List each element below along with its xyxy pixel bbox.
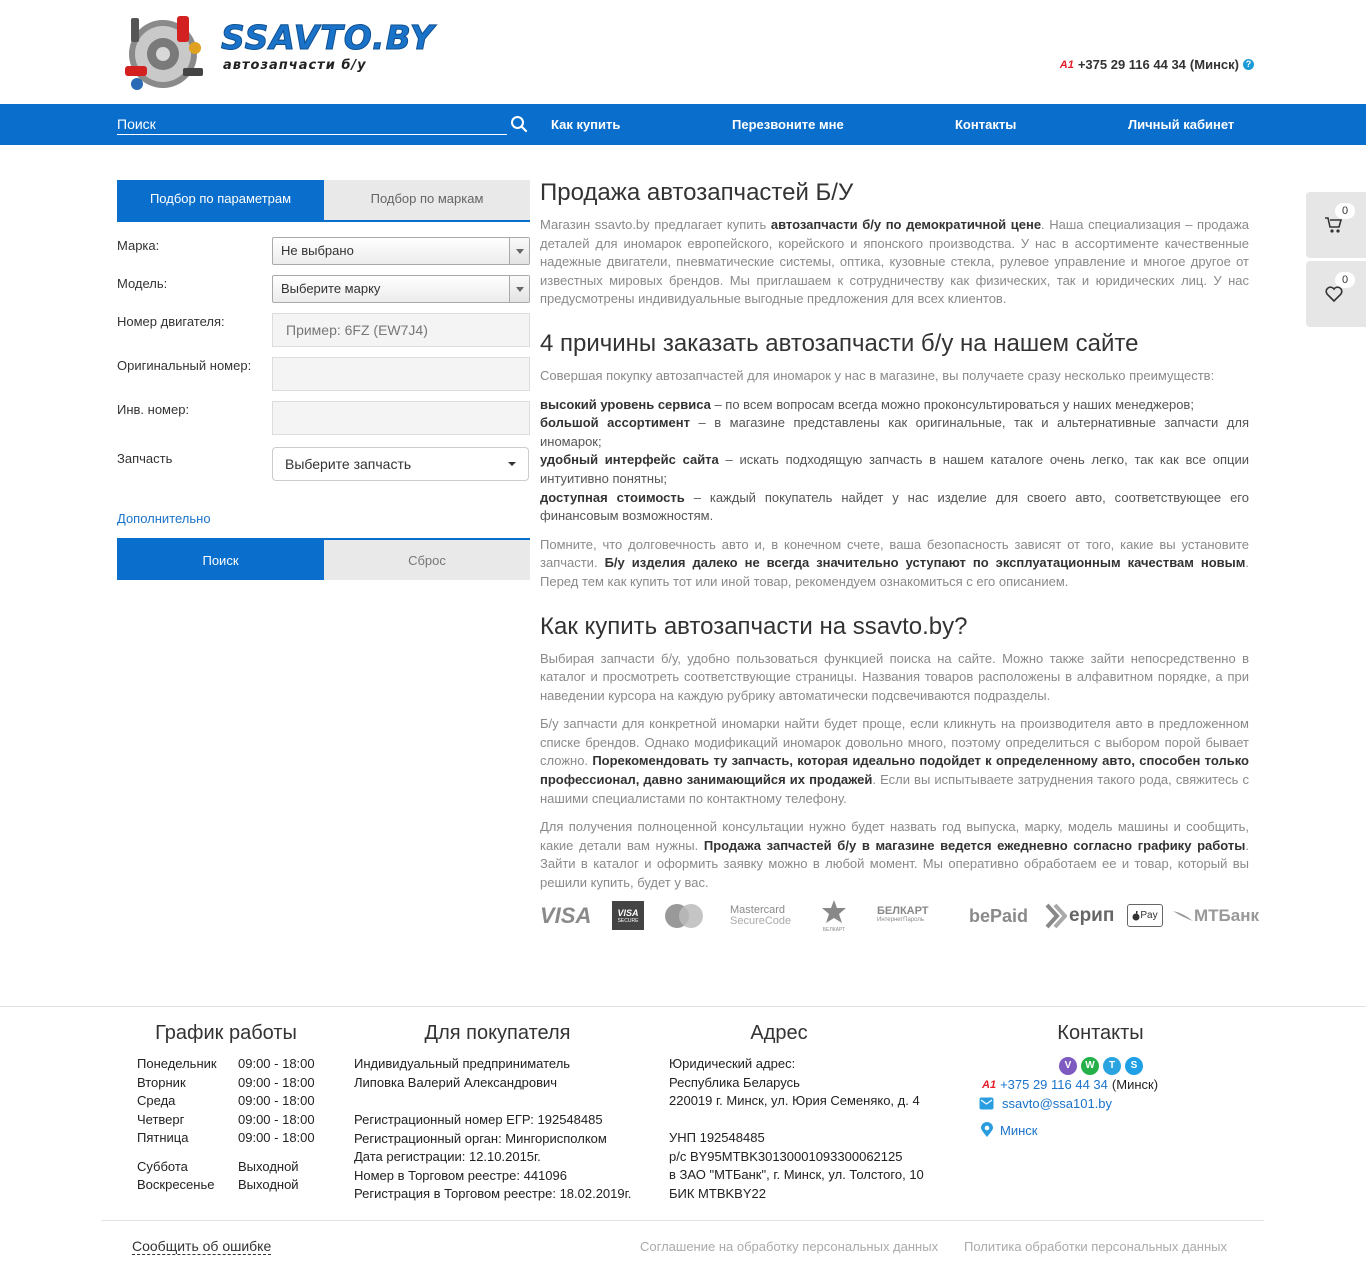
visa-secure-logo: VISA SECURE bbox=[612, 901, 644, 930]
filter-reset-button[interactable]: Сброс bbox=[324, 540, 530, 580]
logo-tagline: автозапчасти б/у bbox=[223, 58, 367, 73]
article-intro: Магазин ssavto.by предлагает купить автозапчасти б/у по демократичной цене. Наша специализация – продажа деталей для иномарок европейского, корейского и японского производства. У нас в ассортименте качественные надежные двигатели, пневматические системы, оптика, кузовные стекла, рулевое управление и многое другое от известных мировых брендов. Мы приглашаем к сотрудничеству как физических, так и юридических лиц. У нас предусмотрены индивидуальные выгодные предложения для всех клиентов. bbox=[540, 217, 1249, 307]
whatsapp-icon[interactable]: W bbox=[1081, 1057, 1099, 1075]
reasons-title: 4 причины заказать автозапчасти б/у на нашем сайте bbox=[540, 329, 1139, 357]
part-select[interactable] bbox=[272, 447, 529, 481]
engine-number-input[interactable] bbox=[272, 313, 530, 347]
cart-icon bbox=[1324, 215, 1344, 235]
brand-select[interactable] bbox=[272, 237, 530, 265]
header-phone-number[interactable]: +375 29 116 44 34 bbox=[1077, 57, 1186, 72]
main-nav bbox=[0, 104, 1366, 145]
skype-icon[interactable]: S bbox=[1125, 1057, 1143, 1075]
erip-chevron-icon bbox=[1045, 903, 1067, 929]
question-icon[interactable]: ? bbox=[1243, 59, 1254, 70]
buyer-info-b: Регистрационный номер ЕГР: 192548485 Регистрационный орган: Мингорисполком Дата регистрации: 12.10.2015г. Номер в Торговом реестре: 441096 Регистрация в Торговом реестре: 18.02.2019г. bbox=[354, 1112, 632, 1201]
mastercard-securecode-logo: Mastercard SecureCode bbox=[730, 904, 792, 927]
belkart-internetparol-logo: БЕЛКАРТ ИнтернетПароль bbox=[877, 905, 929, 923]
mastercard-logo bbox=[664, 897, 704, 935]
seo-article bbox=[540, 178, 1249, 893]
part-select-value: Выберите запчасть bbox=[285, 456, 412, 472]
messenger-links bbox=[1059, 1057, 1143, 1075]
search-icon bbox=[510, 115, 528, 133]
search-button[interactable] bbox=[510, 115, 528, 133]
apple-icon bbox=[1132, 911, 1140, 921]
original-number-input[interactable] bbox=[272, 357, 530, 391]
advanced-filter-link[interactable]: Дополнительно bbox=[117, 511, 211, 526]
address-info-a: Юридический адрес: Республика Беларусь 220019 г. Минск, ул. Юрия Семеняко, д. 4 bbox=[669, 1056, 920, 1108]
filter-search-button[interactable]: Поиск bbox=[117, 540, 324, 580]
address-title: Адрес bbox=[750, 1022, 808, 1044]
list-item: высокий уровень сервиса – по всем вопросам всегда можно проконсультироваться у наших менеджеров; bbox=[540, 396, 1194, 412]
how-to-buy-p2: Б/у запчасти для конкретной иномарки найти будет проще, если кликнуть на производителя авто в предложенном списке брендов. Однако модификаций иномарок довольно много, поэтому определиться с выбором порой бывает сложно. Порекомендовать ту запчасть, которая идеально подойдет к определенному авто, способен только профессионал, давно занимающийся их продажей. Если вы испытываете затруднения такого рода, свяжитесь с нашими специалистами по контактному телефону. bbox=[540, 716, 1250, 806]
model-label: Модель: bbox=[117, 276, 168, 291]
footer-email bbox=[979, 1096, 1112, 1111]
model-select-value: Выберите марку bbox=[281, 281, 381, 296]
how-to-buy-p3: Для получения полноценной консультации нужно будет назвать год выпуска, марку, модель машины и сообщить, какие детали вам нужны. Продажа запчастей б/у в магазине ведется ежедневно согласно графику работы. Зайти в каталог и оформить заявку можно в любой момент. Мы оперативно обработаем ее и товар, который вы решили купить, будет у вас. bbox=[540, 819, 1249, 891]
tab-by-brands[interactable]: Подбор по маркам bbox=[324, 180, 530, 220]
mtbank-wing-icon bbox=[1172, 909, 1194, 923]
privacy-policy-link[interactable]: Политика обработки персональных данных bbox=[964, 1239, 1228, 1254]
address-info-b: УНП 192548485 р/с BY95MTBK30130001093300062125 в ЗАО "МТБанк", г. Минск, ул. Толстого, 10 БИК MTBKBY22 bbox=[669, 1130, 924, 1201]
site-logo[interactable] bbox=[117, 6, 452, 98]
how-to-buy-p1: Выбирая запчасти б/у, удобно пользоваться функцией поиска на сайте. Можно также зайти непосредственно в каталог и просмотреть соответствующие страницы. Названия товаров расположены в алфавитном порядке, а при наведении курсора на каждую рубрику автоматически подсвечиваются подразделы. bbox=[540, 650, 1249, 703]
brand-label: Марка: bbox=[117, 238, 160, 253]
inv-number-label: Инв. номер: bbox=[117, 402, 190, 417]
nav-contacts[interactable]: Контакты bbox=[955, 117, 1017, 132]
list-item: большой ассортимент – в магазине представлены как оригинальные, так и альтернативные запчасти для иномарок; bbox=[540, 415, 1249, 449]
brand-select-value: Не выбрано bbox=[281, 243, 354, 258]
site-header bbox=[0, 0, 1366, 104]
footer-phone-link[interactable]: +375 29 116 44 34 bbox=[1000, 1077, 1108, 1092]
logo-wordmark: SSAVTO.BY bbox=[221, 18, 435, 57]
cart-count-badge: 0 bbox=[1335, 203, 1355, 219]
location-pin-icon bbox=[980, 1122, 994, 1138]
filter-actions bbox=[117, 538, 530, 580]
a1-operator-icon: A1 bbox=[1059, 58, 1074, 71]
footer-divider bbox=[0, 1006, 1366, 1007]
mtbank-logo: МТБанк bbox=[1172, 897, 1259, 935]
footer-location-link[interactable]: Минск bbox=[1000, 1122, 1038, 1138]
bepaid-logo: bePaid bbox=[969, 905, 1029, 926]
contacts-title: Контакты bbox=[1057, 1022, 1144, 1044]
schedule-title: График работы bbox=[155, 1022, 297, 1044]
heart-icon bbox=[1324, 284, 1344, 304]
list-item: удобный интерфейс сайта – искать подходящую запчасть в нашем каталоге очень легко, так как все опции интуитивно понятны; bbox=[540, 452, 1249, 486]
reasons-intro: Совершая покупку автозапчастей для иномарок у нас в магазине, вы получаете сразу несколько преимуществ: bbox=[540, 367, 1215, 383]
part-label: Запчасть bbox=[117, 451, 173, 466]
inv-number-input[interactable] bbox=[272, 401, 530, 435]
tab-by-params[interactable]: Подбор по параметрам bbox=[117, 180, 324, 220]
parts-filter bbox=[117, 180, 530, 568]
filter-tabs bbox=[117, 180, 530, 222]
footer-email-link[interactable]: ssavto@ssa101.by bbox=[1002, 1096, 1113, 1111]
engine-label: Номер двигателя: bbox=[117, 314, 225, 329]
bottom-divider bbox=[101, 1220, 1264, 1221]
list-item: доступная стоимость – каждый покупатель найдет у нас изделие для своего авто, соответствующее его финансовым возможностям. bbox=[540, 489, 1249, 524]
article-title: Продажа автозапчастей Б/У bbox=[540, 179, 854, 206]
erip-logo: ерип bbox=[1045, 897, 1114, 935]
reasons-list bbox=[540, 396, 1249, 526]
model-select[interactable] bbox=[272, 275, 530, 303]
agreement-link[interactable]: Соглашение на обработку персональных данных bbox=[640, 1239, 939, 1254]
search-form bbox=[117, 113, 529, 137]
nav-call-me[interactable]: Перезвоните мне bbox=[732, 117, 844, 132]
nav-account[interactable]: Личный кабинет bbox=[1128, 117, 1235, 132]
belkart-logo: БЕЛКАРТ bbox=[820, 897, 848, 935]
payment-logos bbox=[540, 897, 1259, 935]
cart-tab[interactable] bbox=[1306, 192, 1366, 258]
buyer-info-a: Индивидуальный предприниматель Липовка Валерий Александрович bbox=[354, 1056, 571, 1090]
how-to-buy-title: Как купить автозапчасти на ssavto.by? bbox=[540, 612, 968, 640]
mastercard-icon bbox=[664, 903, 704, 929]
report-error-link[interactable]: Сообщить об ошибке bbox=[132, 1238, 272, 1254]
article-safety-note: Помните, что долговечность авто и, в конечном счете, ваша безопасность зависят от того, какие вы установите запчасти. Б/у изделия далеко не всегда значительно уступают по эксплуатационным качествам новым. Перед тем как купить тот или иной товар, рекомендуем ознакомиться с его описанием. bbox=[540, 536, 1249, 589]
a1-operator-icon: A1 bbox=[982, 1078, 997, 1091]
visa-logo: VISA bbox=[540, 903, 592, 928]
original-number-label: Оригинальный номер: bbox=[117, 358, 252, 373]
viber-icon[interactable]: V bbox=[1059, 1057, 1077, 1075]
header-phone[interactable] bbox=[1060, 57, 1254, 72]
belkart-star-icon bbox=[820, 899, 848, 927]
chevron-down-icon bbox=[509, 276, 529, 302]
chevron-down-icon bbox=[509, 238, 529, 264]
footer-phone bbox=[982, 1077, 1158, 1092]
applepay-logo: Pay bbox=[1127, 904, 1163, 927]
wishlist-count-badge: 0 bbox=[1335, 272, 1355, 288]
footer-location bbox=[980, 1122, 1037, 1138]
telegram-icon[interactable]: T bbox=[1103, 1057, 1121, 1075]
gear-parts-logo-icon bbox=[117, 6, 209, 98]
header-phone-city: (Минск) bbox=[1189, 57, 1239, 72]
search-input[interactable] bbox=[117, 113, 507, 135]
nav-how-to-buy[interactable]: Как купить bbox=[551, 117, 621, 132]
buyer-title: Для покупателя bbox=[424, 1022, 571, 1044]
wishlist-tab[interactable] bbox=[1306, 261, 1366, 327]
footer-phone-city: (Минск) bbox=[1111, 1077, 1159, 1092]
email-icon bbox=[979, 1097, 994, 1110]
